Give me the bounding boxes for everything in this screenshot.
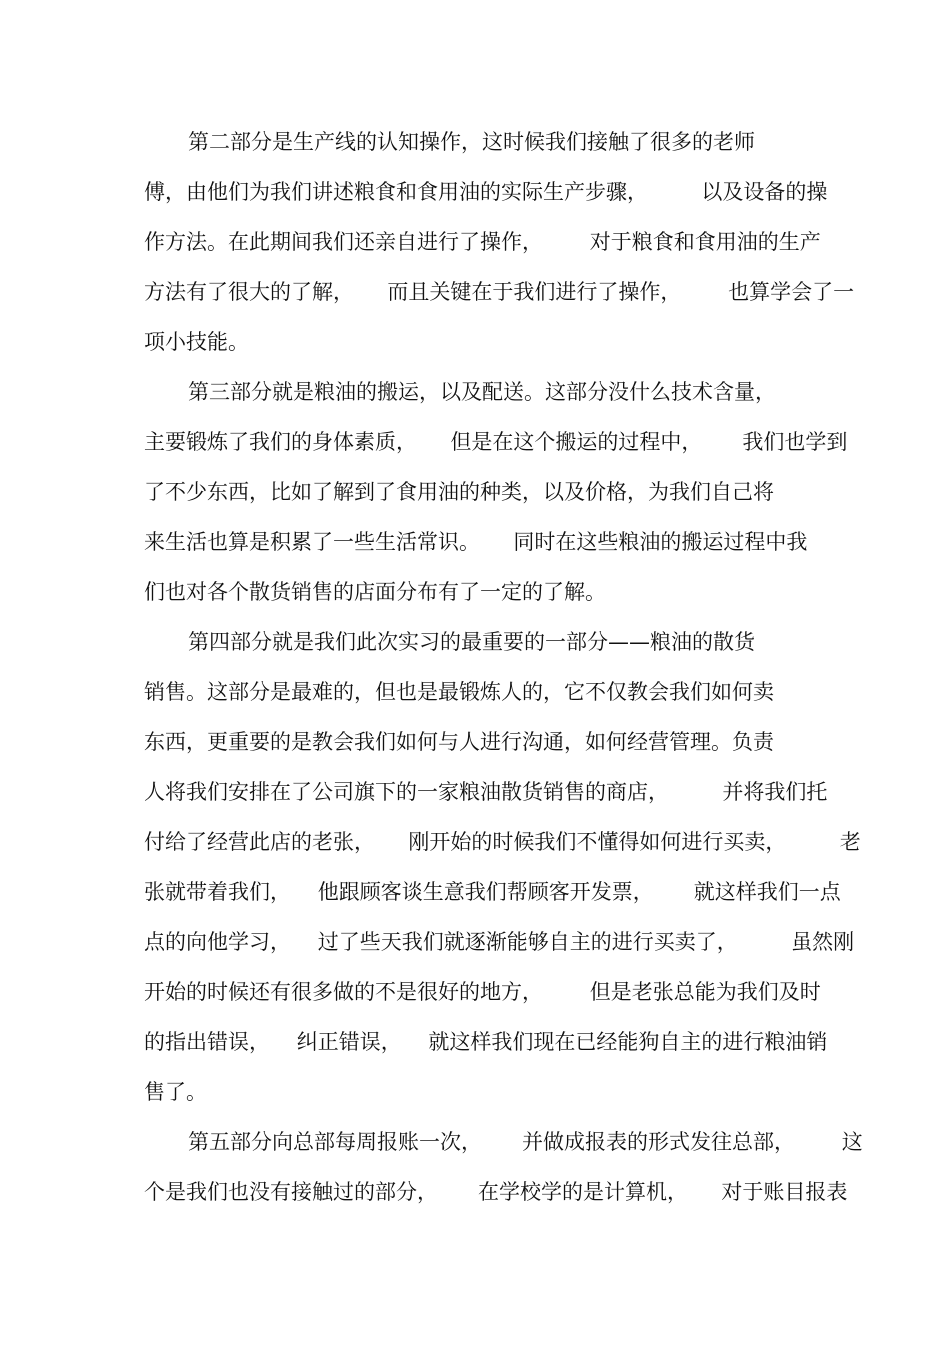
text-line: 人将我们安排在了公司旗下的一家粮油散货销售的商店， 并将我们托 — [144, 780, 828, 804]
text-line: 第二部分是生产线的认知操作，这时候我们接触了很多的老师 — [188, 130, 755, 154]
text-line: 主要锻炼了我们的身体素质， 但是在这个搬运的过程中， 我们也学到 — [144, 430, 848, 454]
text-line: 了不少东西，比如了解到了食用油的种类，以及价格，为我们自己将 — [144, 480, 774, 504]
text-line: 东西，更重要的是教会我们如何与人进行沟通，如何经营管理。负责 — [144, 730, 774, 754]
text-line: 第五部分向总部每周报账一次， 并做成报表的形式发往总部， 这 — [188, 1130, 863, 1154]
text-line: 来生活也算是积累了一些生活常识。 同时在这些粮油的搬运过程中我 — [144, 530, 808, 554]
text-line: 销售。这部分是最难的，但也是最锻炼人的，它不仅教会我们如何卖 — [144, 680, 774, 704]
text-line: 张就带着我们， 他跟顾客谈生意我们帮顾客开发票， 就这样我们一点 — [144, 880, 841, 904]
text-line: 售了。 — [144, 1080, 207, 1104]
text-line: 付给了经营此店的老张， 刚开始的时候我们不懂得如何进行买卖， 老 — [144, 830, 861, 854]
text-line: 们也对各个散货销售的店面分布有了一定的了解。 — [144, 580, 606, 604]
text-line: 的指出错误， 纠正错误， 就这样我们现在已经能狗自主的进行粮油销 — [144, 1030, 828, 1054]
text-line: 第三部分就是粮油的搬运，以及配送。这部分没什么技术含量， — [188, 380, 776, 404]
text-line: 点的向他学习， 过了些天我们就逐渐能够自主的进行买卖了， 虽然刚 — [144, 930, 855, 954]
text-line: 第四部分就是我们此次实习的最重要的一部分——粮油的散货 — [188, 630, 755, 654]
text-line: 方法有了很大的了解， 而且关键在于我们进行了操作， 也算学会了一 — [144, 280, 855, 304]
text-line: 傅，由他们为我们讲述粮食和食用油的实际生产步骤， 以及设备的操 — [144, 180, 828, 204]
text-line: 项小技能。 — [144, 330, 249, 354]
text-line: 开始的时候还有很多做的不是很好的地方， 但是老张总能为我们及时 — [144, 980, 821, 1004]
text-line: 个是我们也没有接触过的部分， 在学校学的是计算机， 对于账目报表 — [144, 1180, 848, 1204]
text-line: 作方法。在此期间我们还亲自进行了操作， 对于粮食和食用油的生产 — [144, 230, 821, 254]
